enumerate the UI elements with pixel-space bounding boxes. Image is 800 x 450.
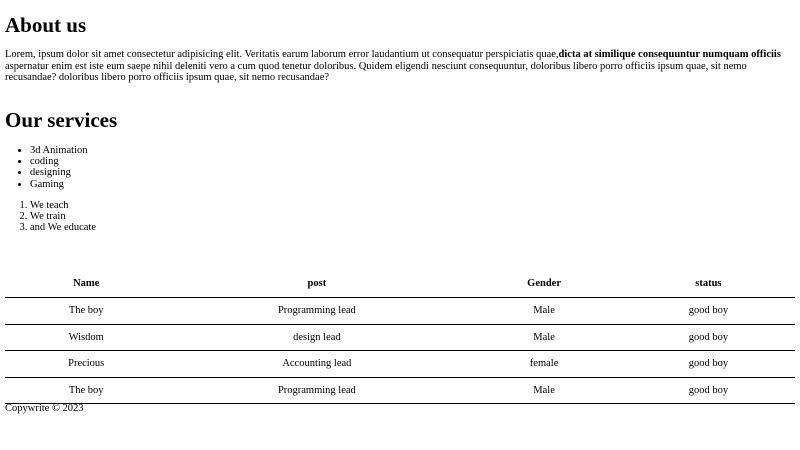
about-paragraph: [5, 49, 795, 84]
cell-gender: Male: [466, 298, 621, 325]
cell-status: good boy: [622, 298, 795, 325]
cell-post: design lead: [167, 324, 466, 351]
steps-list: [5, 200, 96, 234]
cell-name: Precious: [5, 351, 167, 378]
cell-name: The boy: [5, 377, 167, 404]
table-header-row: [5, 271, 795, 298]
about-heading: About us: [5, 13, 87, 37]
table-row: [5, 298, 795, 325]
service-item: • Gaming: [30, 179, 87, 190]
cell-gender: female: [466, 351, 621, 378]
header-name: Name: [5, 271, 167, 298]
service-item: • 3d Animation: [30, 145, 87, 156]
service-item: • coding: [30, 156, 87, 167]
cell-status: good boy: [622, 351, 795, 378]
table-row: [5, 324, 795, 351]
cell-name: Wisdom: [5, 324, 167, 351]
about-text-end: aspernatur enim est iste eum saepe nihil deleniti vero a cum quod tenetur doloribus. Quidem eligendi nesciunt consequuntur, doloribus libero porro officiis ipsum quae, sit nemo recusandae? doloribus libero porro officiis ipsum quae, sit nemo recusandae?: [5, 60, 747, 83]
staff-table: [5, 271, 795, 404]
about-text-bold: dicta at similique consequuntur numquam officiis: [558, 49, 781, 60]
header-post: post: [167, 271, 466, 298]
footer-copyright: Copywrite © 2023: [5, 403, 84, 414]
header-gender: Gender: [466, 271, 621, 298]
about-text-start: Lorem, ipsum dolor sit amet consectetur adipisicing elit. Veritatis earum laborum error laudantium ut consequatur perspiciatis quae,: [5, 49, 559, 60]
services-list: [5, 145, 87, 190]
cell-status: good boy: [622, 377, 795, 404]
cell-post: Programming lead: [167, 298, 466, 325]
cell-status: good boy: [622, 324, 795, 351]
cell-post: Programming lead: [167, 377, 466, 404]
cell-gender: Male: [466, 377, 621, 404]
step-item: 1. We teach: [30, 200, 96, 211]
cell-gender: Male: [466, 324, 621, 351]
step-item: 3. and We educate: [30, 222, 96, 233]
header-status: status: [622, 271, 795, 298]
table-row: [5, 351, 795, 378]
service-item: • designing: [30, 167, 87, 178]
step-item: 2. We train: [30, 211, 96, 222]
cell-name: The boy: [5, 298, 167, 325]
services-heading: Our services: [5, 108, 118, 132]
table-row: [5, 377, 795, 404]
cell-post: Accounting lead: [167, 351, 466, 378]
